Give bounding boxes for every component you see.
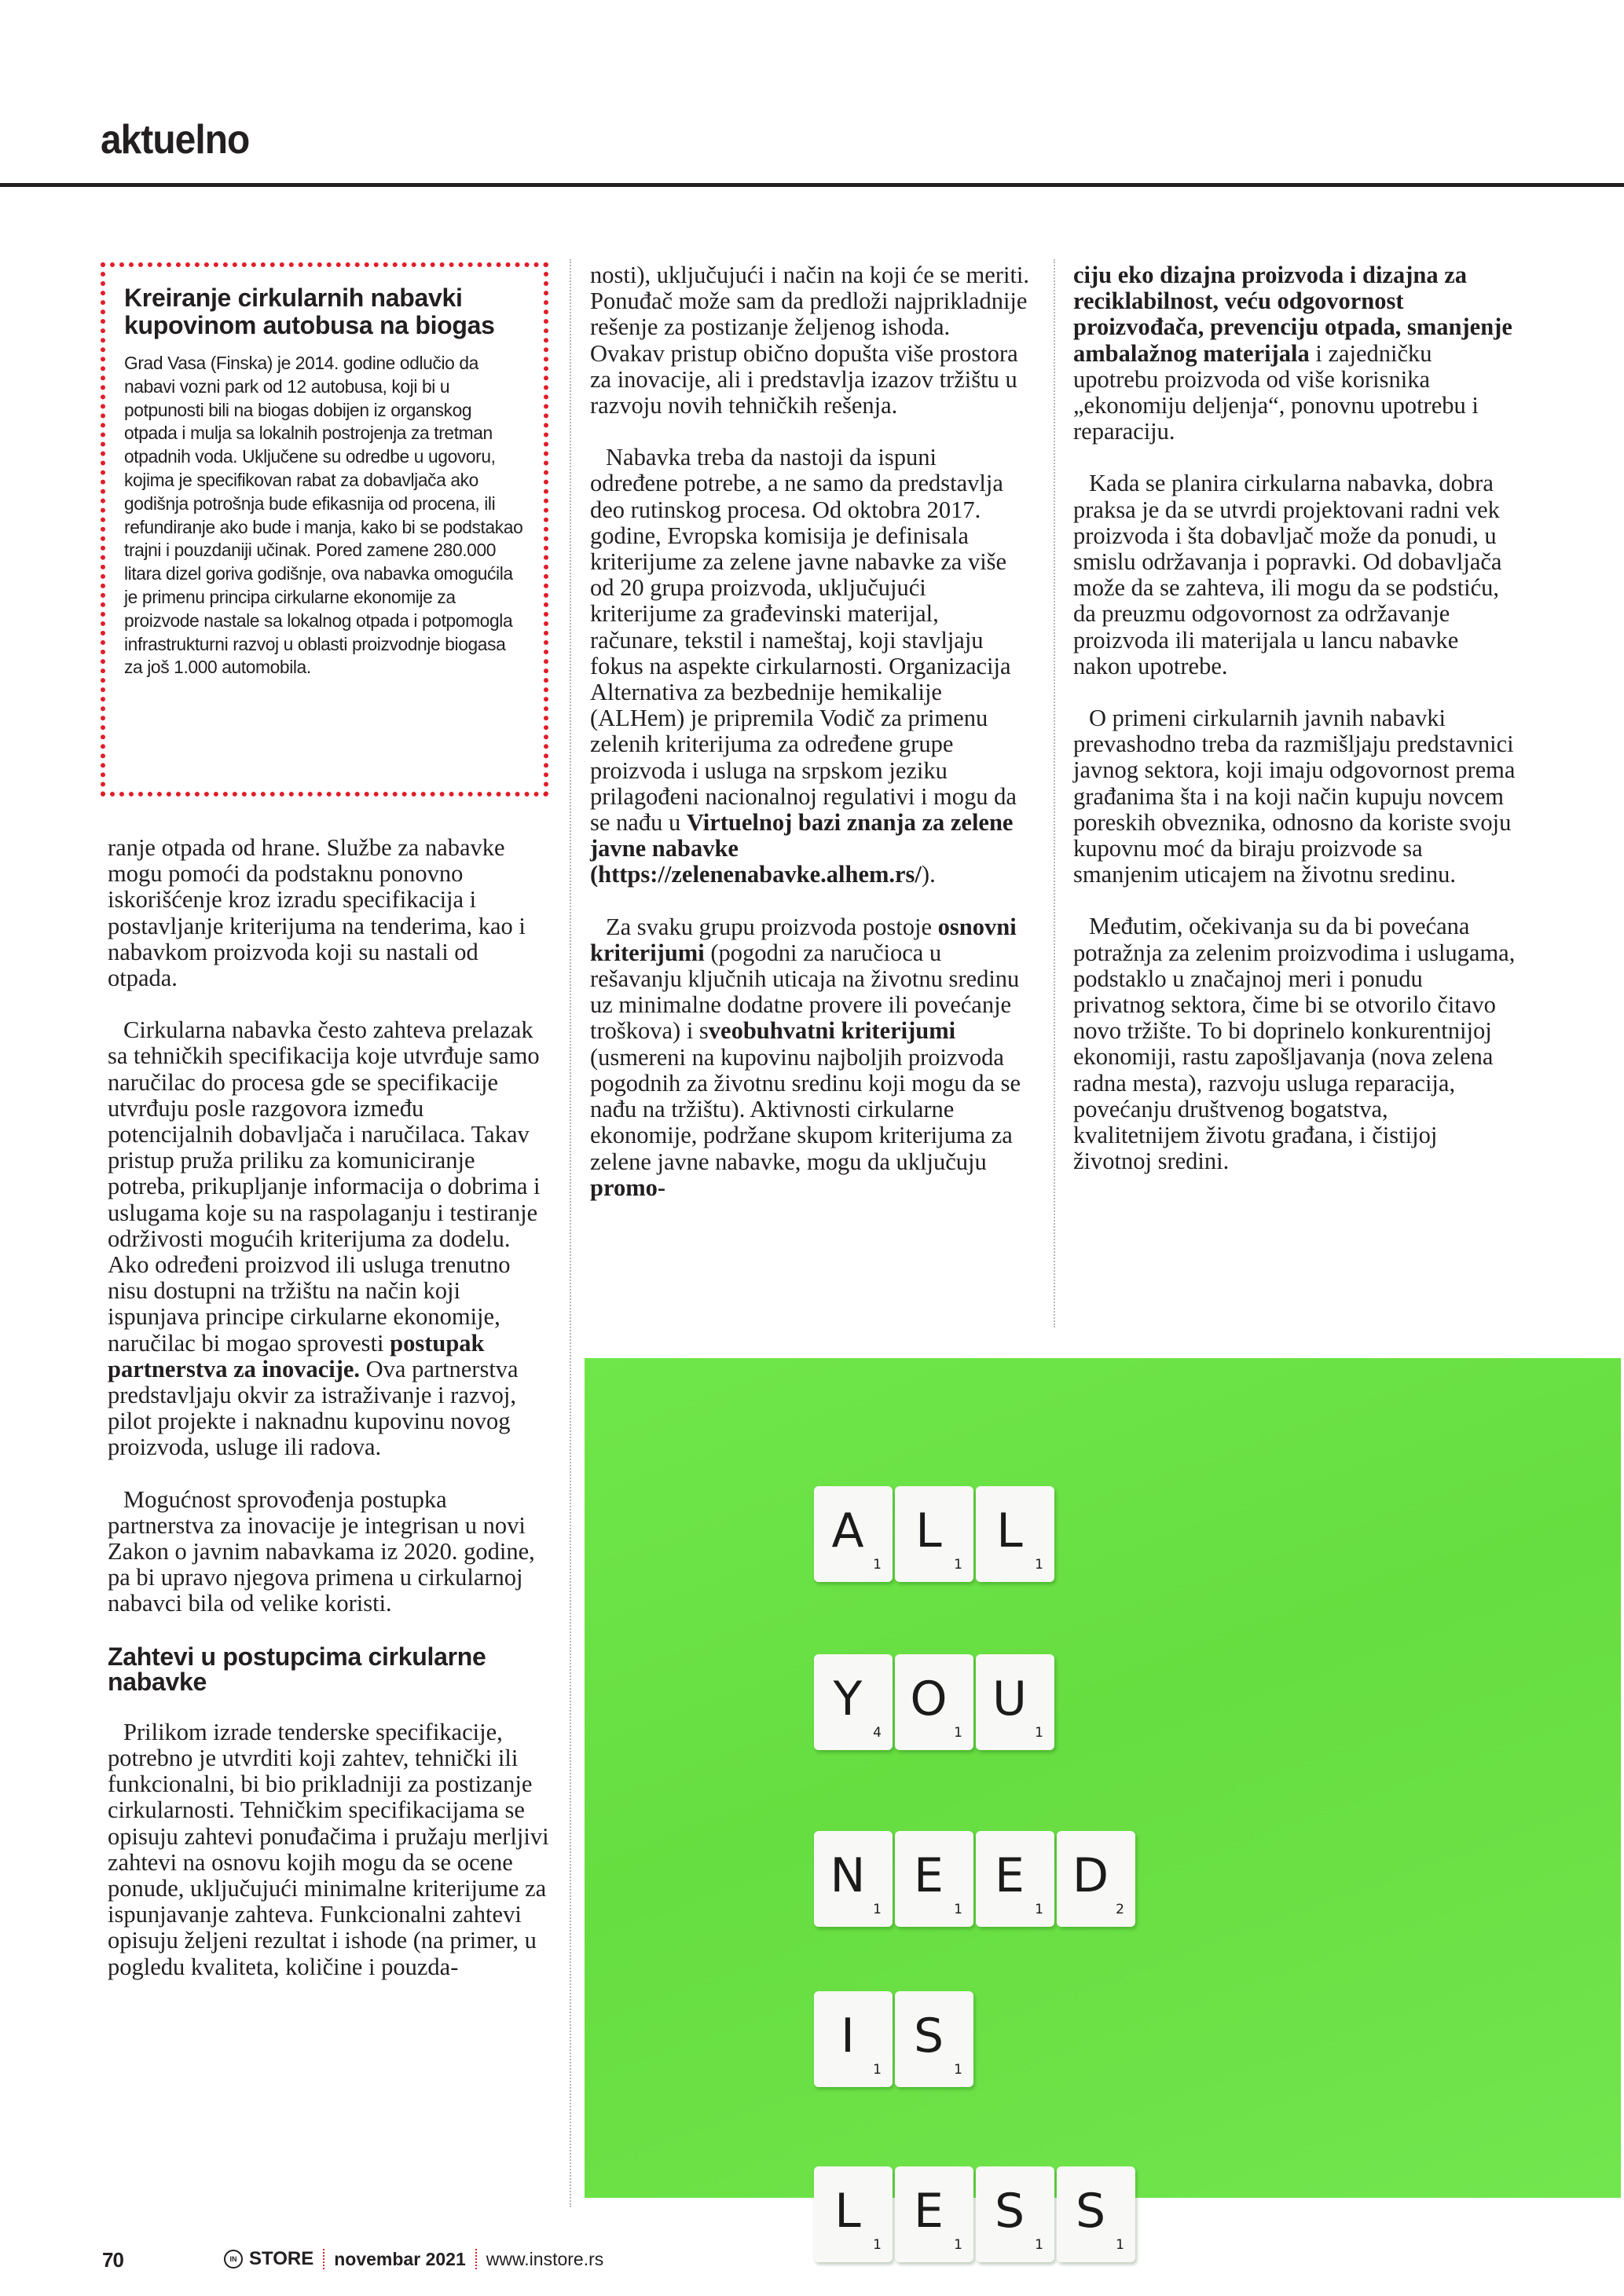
letter-tile: E 1 (895, 1831, 973, 1927)
paragraph: O primeni cirkularnih javnih nabavki prevashodno treba da razmišljaju predstavnici javnog sektora, koji imaju odgovornost prema građanima šta i na koji način kupuju novcem poreskih obveznika, odnosno da koriste svoju kupovnu moć da biraju proizvode sa smanjenim uticajem na životnu sredinu. (1073, 705, 1516, 888)
paragraph: Nabavka treba da nastoji da ispuni određene potrebe, a ne samo da predstavlja deo rutinskog procesa. Od oktobra 2017. godine, Evropska komisija je definisala kriterijume za zelene javne nabavke za više od 20 grupa proizvoda, uključujući kriterijume za građevinski materijal, računare, tekstil i nameštaj, koji stavljaju fokus na aspekte cirkularnosti. Organizacija Alternativa za bezbednije hemikalije (ALHem) je pripremila Vodič za primenu zelenih kriterijuma za određene grupe proizvoda i usluga na srpskom jeziku prilagođeni nacionalnoj regulativi i mogu da se nađu u Virtuelnoj bazi znanja za zelene javne nabavke (https://zelenenabavke.alhem.rs/). (590, 444, 1017, 888)
paragraph: Kada se planira cirkularna nabavka, dobra praksa je da se utvrdi projektovani radni vek proizvoda i šta dobavljač može da ponudi, u smislu održavanja i popravki. Od dobavljača može da se zahteva, ili mogu da se podstiću, da preuzmu odgovornost za održavanje proizvoda ili materijala u lancu nabavke nakon upotrebe. (1073, 470, 1502, 679)
paragraph: Cirkularna nabavka često zahteva prelazak sa tehničkih specifikacija koje utvrđuje samo naručilac do procesa gde se specifikacije utvrđuju posle razgovora između potencijalnih dobavljača i naručilaca. Takav pristup pruža priliku za komuniciranje potreba, prikupljanje informacija o dobrima i uslugama koje su na raspolaganju i testiranje održivosti mogućih kriterijuma za dodelu. Ako određeni proizvod ili usluga trenutno nisu dostupni na tržištu na način koji ispunjava principe cirkularne ekonomije, naručilac bi mogao sprovesti postupak partnerstva za inovacije. Ova partnerstva predstavljaju okvir za istraživanje i razvoj, pilot projekte i naknadnu kupovinu novog proizvoda, usluge ili radova. (108, 1016, 541, 1461)
column-divider (1054, 259, 1055, 1327)
article-column-middle (590, 262, 1030, 1201)
header-rule (0, 183, 1624, 187)
tile-row-need (814, 1831, 1135, 1927)
page-footer (0, 2248, 1624, 2280)
bold-term: ciju eko dizajna proizvoda i dizajna za reciklabilnost, veću odgovornost proizvođača, prevenciju otpada, smanjenje ambalažnog materijala (1073, 262, 1512, 367)
letter-tile: D 2 (1057, 1831, 1135, 1927)
sidebar-title: Kreiranje cirkularnih nabavki kupovinom autobusa na biogas (124, 284, 495, 339)
column-divider (570, 259, 571, 2207)
letter-tile: N 1 (814, 1831, 893, 1927)
paragraph: Mogućnost sprovođenja postupka partnerstva za inovacije je integrisan u novi Zakon o javnim nabavkama iz 2020. godine, pa bi upravo njegova primena u cirkularnoj nabavci bila od velike koristi. (108, 1485, 535, 1617)
letter-tile: I 1 (814, 1991, 893, 2087)
letter-tile: U 1 (976, 1654, 1054, 1750)
bold-term: postupak partnerstva za inovacije. (108, 1329, 485, 1382)
website-url[interactable]: www.instore.rs (486, 2248, 604, 2269)
bold-term: promo- (590, 1174, 666, 1201)
tile-row-you (814, 1654, 1054, 1750)
paragraph: ranje otpada od hrane. Službe za nabavke mogu pomoći da podstaknu ponovno iskorišćenje kroz izradu specifikacija i postavljanje kriterijuma na tenderima, kao i nabavkom proizvoda koji su nastali od otpada. (108, 834, 526, 992)
article-column-right (1073, 262, 1517, 1175)
tile-row-is (814, 1991, 973, 2087)
bold-link-text: Virtuelnoj bazi znanja za zelene javne nabavke (https://zelenenabavke.alhem.rs/ (590, 809, 1014, 888)
instore-logo-icon: IN (224, 2250, 243, 2269)
letter-tile: L 1 (814, 2166, 893, 2262)
letter-tile: S 1 (1057, 2166, 1135, 2262)
letter-tile: L 1 (895, 1486, 973, 1582)
scrabble-tiles-photo (585, 1358, 1621, 2253)
bold-term: veobuhvatni kriterijumi (708, 1017, 956, 1045)
paragraph: Prilikom izrade tenderske specifikacije, potrebno je utvrditi koji zahtev, tehnički ili funkcionalni, bi bio prikladniji za postizanje cirkularnosti. Tehničkim specifikacijama se opisuju zahtevi ponuđačima i pružaju merljivi zahtevi na osnovu kojih mogu da se ocene ponude, uključujući minimalne kriterijume za ispunjavanje zahteva. Funkcionalni zahtevi opisuju željeni rezultat i ishode (na primer, u pogledu kvaliteta, količine i pouzda- (108, 1718, 549, 1980)
letter-tile: Y 4 (814, 1654, 893, 1750)
section-subheading: Zahtevi u postupcima cirkularne nabavke (108, 1642, 486, 1696)
footer-separator (475, 2249, 477, 2269)
issue-date: novembar 2021 (334, 2248, 466, 2269)
section-title: aktuelno (101, 117, 250, 163)
letter-tile: A 1 (814, 1486, 893, 1582)
letter-tile: S 1 (976, 2166, 1054, 2262)
bold-term: osnovni kriterijumi (590, 913, 1017, 966)
letter-tile: S 1 (895, 1991, 973, 2087)
tile-row-all (814, 1486, 1054, 1582)
letter-tile: E 1 (895, 2166, 973, 2262)
page-number: 70 (102, 2248, 123, 2272)
paragraph: nosti), uključujući i način na koji će se meriti. Ponuđač može sam da predloži najprikladnije rešenje za postizanje željenog ishoda. Ovakav pristup obično dopušta više prostora za inovacije, ali i predstavlja izazov tržištu u razvoju novih tehničkih rešenja. (590, 262, 1030, 419)
publication-name: STORE (249, 2248, 314, 2269)
letter-tile: O 1 (895, 1654, 973, 1750)
footer-separator (323, 2249, 324, 2269)
paragraph: Međutim, očekivanja su da bi povećana potražnja za zelenim proizvodima i uslugama, podstaklo u značajnoj meri i ponudu privatnog sektora, čime bi se otvorilo čitavo novo tržište. To bi doprinelo konkurentnijoj ekonomiji, rastu zapošljavanja (nova zelena radna mesta), razvoju usluga reparacija, povećanju društvenog bogatstva, kvalitetnijem životu građana, i čistijoj životnoj sredini. (1073, 913, 1516, 1175)
sidebar-body: Grad Vasa (Finska) je 2014. godine odlučio da nabavi vozni park od 12 autobusa, koji bi u potpunosti bili na biogas dobijen iz organskog otpada i mulja sa lokalnih postrojenja za tretman otpadnih voda. Uključene su odredbe u ugovoru, kojima je specifikovan rabat za dobavljača ako godišnja potrošnja bude efikasnija od procena, ili refundiranje ako bude i manja, kako bi se podstakao trajni i pouzdaniji učinak. Pored zamene 280.000 litara dizel goriva godišnje, ova nabavka omogućila je primenu principa cirkularne ekonomije za proizvode nastale sa lokalnog otpada i potpomogla infrastrukturni razvoj u oblasti proizvodnje biogasa za još 1.000 automobila. (124, 353, 523, 678)
paragraph: Za svaku grupu proizvoda postoje osnovni kriterijumi (pogodni za naručioca u rešavanju ključnih uticaja na životnu sredinu uz minimalne dodatne provere ili povećanje troškova) i sveobuhvatni kriterijumi (usmereni na kupovinu najboljih proizvoda pogodnih za životnu sredinu koji mogu da se nađu na tržištu). Aktivnosti cirkularne ekonomije, podržane skupom kriterijuma za zelene javne nabavke, mogu da uključuju promo- (590, 913, 1021, 1201)
article-column-left (108, 835, 552, 1980)
sidebar-case-study-box (101, 262, 548, 796)
footer-publication-info (224, 2248, 603, 2270)
letter-tile: L 1 (976, 1486, 1054, 1582)
letter-tile: E 1 (976, 1831, 1054, 1927)
paragraph: ciju eko dizajna proizvoda i dizajna za reciklabilnost, veću odgovornost proizvođača, prevenciju otpada, smanjenje ambalažnog materijala i zajedničku upotrebu proizvoda od više korisnika „ekonomiju deljenja“, ponovnu upotrebu i reparaciju. (1073, 262, 1512, 445)
